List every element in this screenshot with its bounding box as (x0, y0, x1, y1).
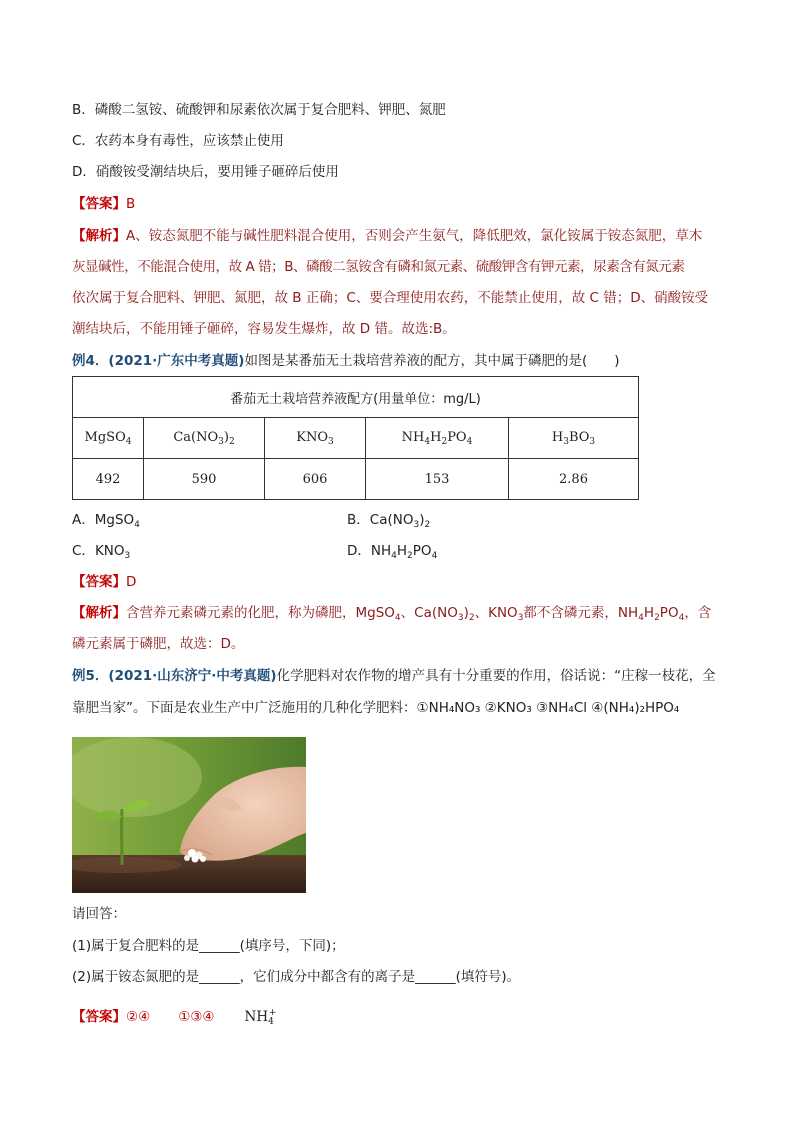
example-4-question: 例4．(2021·广东中考真题)如图是某番茄无土栽培营养液的配方，其中属于磷肥的是( ) (72, 353, 620, 369)
nutrient-table (72, 376, 639, 500)
table-header-cell: $KNO_3$ (265, 418, 366, 459)
table-row (73, 459, 639, 500)
table-header-cell: $Ca(NO_3)_2$ (144, 418, 265, 459)
analysis-label: 【解析】 (72, 605, 126, 621)
analysis-3-line2: 灰显碱性，不能混合使用，故 A 错；B、磷酸二氢铵含有磷和氮元素、硫酸钾含有钾元素，尿素含有氮元素 (72, 259, 685, 275)
example-5-line1: 例5．(2021·山东济宁·中考真题)化学肥料对农作物的增产具有十分重要的作用，俗话说：“庄稼一枝花，全 (72, 668, 716, 684)
table-row (73, 418, 639, 459)
analysis-label: 【解析】 (72, 228, 126, 244)
table-row (73, 377, 639, 418)
example-4-source: (2021·广东中考真题) (108, 353, 245, 369)
questions-intro: 请回答： (72, 906, 126, 922)
analysis-3-line3: 依次属于复合肥料、钾肥、氮肥，故 B 正确；C、要合理使用农药，不能禁止使用，故 C 错；D、硝酸铵受 (72, 290, 709, 306)
ex4-option-a: A．MgSO$_4$ (72, 512, 140, 530)
answer-3 (72, 194, 135, 214)
table-title: 番茄无土栽培营养液配方(用量单位：mg/L) (73, 377, 639, 418)
table-cell: 153 (366, 459, 509, 500)
answer-label: 【答案】 (72, 574, 126, 590)
table-cell: 606 (265, 459, 366, 500)
hand-seedling-photo (72, 737, 306, 893)
question-2: (2)属于铵态氮肥的是______，它们成分中都含有的离子是______(填符号)。 (72, 969, 521, 985)
answer-label: 【答案】 (72, 1009, 126, 1025)
example-5-source: (2021·山东济宁·中考真题) (108, 668, 277, 684)
analysis-3-line4: 潮结块后，不能用锤子砸碎，容易发生爆炸，故 D 错。故选:B。 (72, 321, 456, 337)
answer-value-3: $NH_4^+$ (244, 1008, 277, 1027)
analysis-4-line1: 【解析】含营养元素磷元素的化肥，称为磷肥，MgSO$_4$、$Ca(NO_3)_2$、$KNO_3$都不含磷元素，$NH_4H_2PO_4$，含 (72, 605, 712, 623)
table-header-cell: $H_3BO_3$ (509, 418, 639, 459)
option-d: D．硝酸铵受潮结块后，要用锤子砸碎后使用 (72, 164, 339, 180)
answer-5 (72, 1003, 276, 1032)
table-cell: 2.86 (509, 459, 639, 500)
answer-4 (72, 572, 136, 592)
option-c: C．农药本身有毒性，应该禁止使用 (72, 133, 284, 149)
ex4-option-c: C．$KNO_3$ (72, 543, 131, 561)
table-cell: 492 (73, 459, 144, 500)
answer-value-2: ①③④ (178, 1009, 215, 1025)
ex4-option-b: B．$Ca(NO_3)_2$ (347, 512, 431, 530)
table-header-cell: MgSO$_4$ (73, 418, 144, 459)
table-cell: 590 (144, 459, 265, 500)
table-header-cell: $NH_4H_2PO_4$ (366, 418, 509, 459)
answer-label: 【答案】 (72, 196, 126, 212)
example-5-line2: 靠肥当家”。下面是农业生产中广泛施用的几种化学肥料：①NH₄NO₃ ②KNO₃ ③NH₄Cl ④(NH₄)₂HPO₄ (72, 700, 680, 716)
ex4-option-d: D．$NH_4H_2PO_4$ (347, 543, 438, 561)
analysis-3-line1: 【解析】A、铵态氮肥不能与碱性肥料混合使用，否则会产生氨气，降低肥效，氯化铵属于铵态氮肥，草木 (72, 228, 703, 244)
analysis-4-line2: 磷元素属于磷肥，故选：D。 (72, 636, 245, 652)
answer-value: B (126, 196, 136, 212)
option-b: B．磷酸二氢铵、硫酸钾和尿素依次属于复合肥料、钾肥、氮肥 (72, 102, 446, 118)
question-1: (1)属于复合肥料的是______(填序号，下同)； (72, 938, 345, 954)
answer-value-1: ②④ (126, 1009, 151, 1025)
answer-value: D (126, 574, 137, 590)
